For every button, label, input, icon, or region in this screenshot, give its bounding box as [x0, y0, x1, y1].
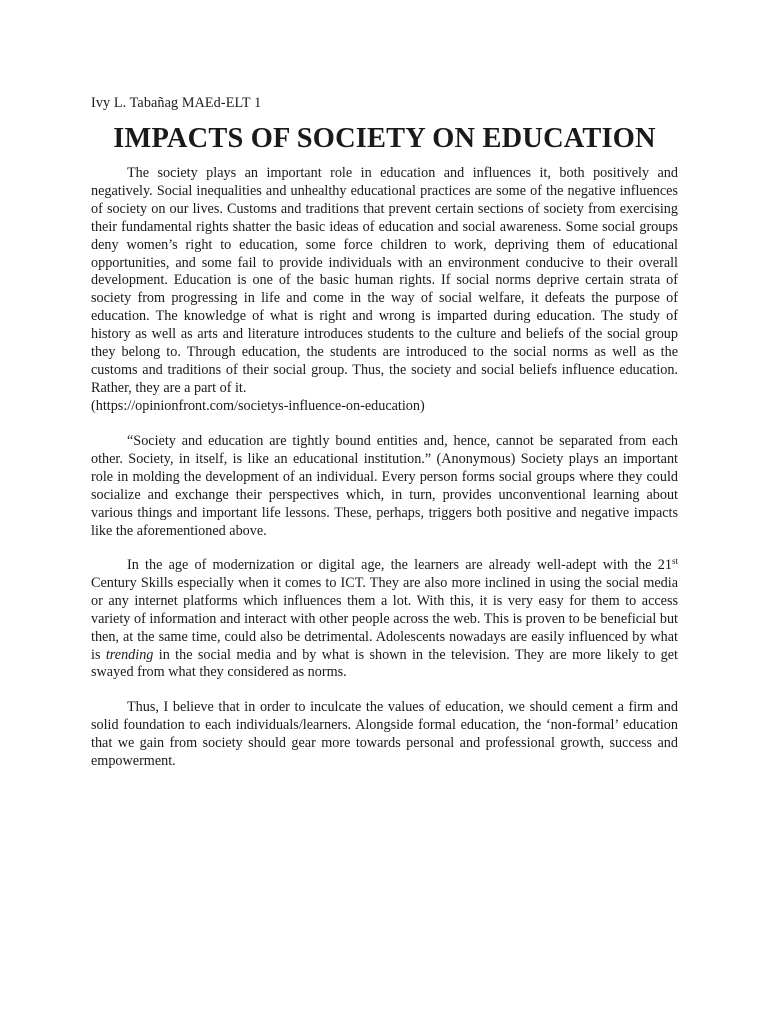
paragraph-4 — [91, 699, 678, 771]
paragraph-3 — [91, 557, 678, 682]
emphasis-trending: trending — [105, 646, 154, 663]
ordinal-superscript: st — [671, 556, 678, 566]
paragraph-2-text: “Society and education are tightly bound entities and, hence, cannot be separated from each other. Society, in itself, is like an educational institution.” (Anonymous) Society plays an important role in molding the development of an individual. Every person forms social groups where they could socialize and exchange their perspectives which, in turn, provides unconventional learning about various things and important life lessons. These, perhaps, triggers both positive and negative impacts like the aforementioned above. — [91, 433, 678, 539]
paragraph-1 — [91, 165, 678, 416]
paragraph-3-text-b: Century Skills especially when it comes to ICT. They are also more inclined in using the social media or any internet platforms which influences them a lot. With this, it is very easy for them to access variety of information and interact with other people across the web. This is proven to be beneficial but then, at the same time, could also be detrimental. Adolescents nowadays are easily influenced by what is — [91, 574, 678, 663]
paragraph-2 — [91, 433, 678, 540]
source-citation: (https://opinionfront.com/societys-influence-on-education) — [91, 397, 425, 414]
paragraph-3-text-a: In the age of modernization or digital age, the learners are already well-adept with the 21 — [127, 557, 672, 573]
author-line: Ivy L. Tabañag MAEd-ELT 1 — [91, 95, 262, 111]
paragraph-1-text: The society plays an important role in education and influences it, both positively and negatively. Social inequalities and unhealthy educational practices are some of the negative influences of society on our lives. Customs and traditions that prevent certain sections of society from exercising their fundamental rights shatter the basic ideas of education and social awareness. Some social groups deny women’s right to education, some force children to work, depriving them of educational opportunities, and some fail to provide individuals with an environment conducive to their overall development. Education is one of the basic human rights. If social norms deprive certain strata of society from progressing in life and come in the way of social welfare, it defeats the purpose of education. The knowledge of what is right and wrong is imparted during education. The study of history as well as arts and literature introduces students to the culture and beliefs of the social group they belong to. Through education, the students are introduced to the social norms as well as the customs and traditions of their social group. Thus, the society and social beliefs influence education. Rather, they are a part of it. — [91, 165, 678, 396]
paragraph-3-text-c: in the social media and by what is shown in the television. They are more likely to get swayed from what they considered as norms. — [91, 646, 679, 681]
paragraph-4-text: Thus, I believe that in order to inculcate the values of education, we should cement a firm and solid foundation to each individuals/learners. Alongside formal education, the ‘non-formal’ education that we gain from society should gear more towards personal and professional growth, success and empowerment. — [91, 699, 678, 769]
document-title: IMPACTS OF SOCIETY ON EDUCATION — [113, 123, 656, 154]
